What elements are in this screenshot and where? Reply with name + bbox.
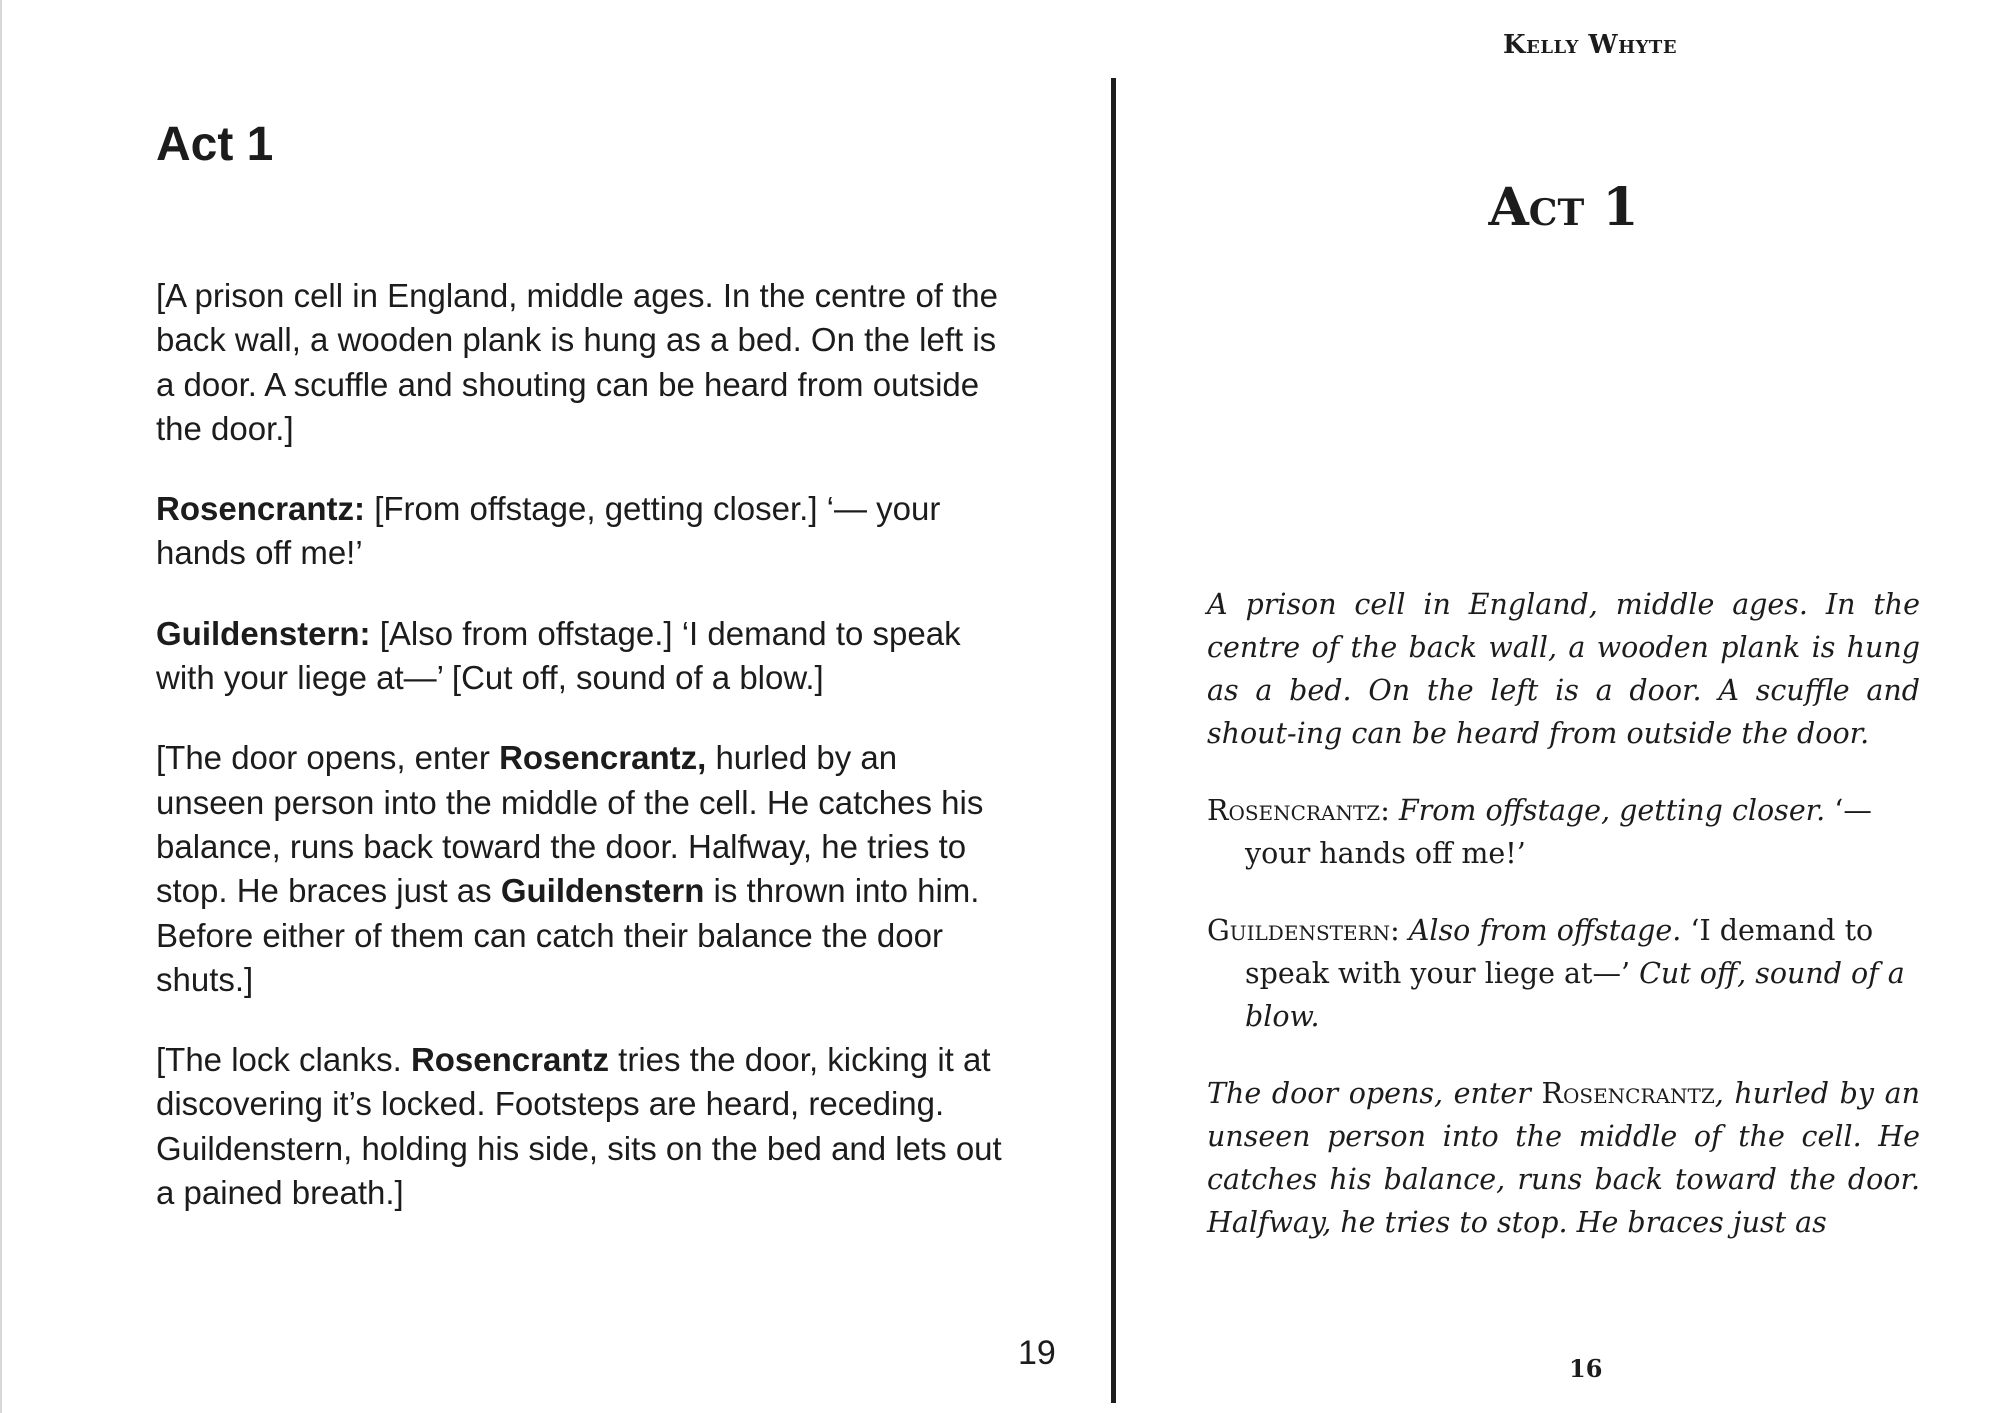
left-stage-3-part-b: tries the door, kicking it at discovering it’s locked. Footsteps are heard, receding. Guildenstern, holding his side, sits on the bed and lets out a pained breath.] — [156, 1041, 1002, 1212]
page-divider — [1111, 78, 1116, 1403]
right-stage-direction-2 — [1207, 1072, 1920, 1244]
right-dialogue-1-text: ‘— your hands off me!’ — [1245, 794, 1872, 870]
right-dialogue-2 — [1207, 909, 1920, 1038]
right-script-body — [1207, 583, 1920, 1278]
left-act-title: Act 1 — [156, 118, 274, 171]
right-stage-direction-1: A prison cell in England, middle ages. In the centre of the back wall, a wooden plank is hung as a bed. On the left is a door. A scuffle and shout-ing can be heard from outside the door. — [1207, 588, 1920, 750]
left-speaker-rosencrantz: Rosencrantz: — [156, 490, 366, 528]
left-speaker-guildenstern: Guildenstern: — [156, 614, 371, 652]
left-script-body — [156, 274, 1006, 1251]
left-stage-2-part-a: [The door opens, enter — [156, 739, 500, 777]
right-stage-2-part-a: The door opens, enter — [1207, 1077, 1542, 1110]
left-stage-2-name-1: Rosencrantz, — [499, 739, 707, 777]
right-stage-2-part-b: , hurled by an unseen person into the middle of the cell. He catches his balance, runs back toward the door. Halfway, he tries to stop. He braces just as — [1207, 1077, 1920, 1239]
right-speaker-guildenstern: Guildenstern: — [1207, 914, 1400, 947]
right-dialogue-1-direction: From offstage, getting closer. — [1389, 794, 1826, 827]
left-stage-3-part-a: [The lock clanks. — [156, 1041, 411, 1079]
left-stage-direction-2 — [156, 736, 1006, 1002]
right-dialogue-2-direction: Also from offstage. — [1399, 914, 1682, 947]
right-dialogue-2-direction-2: Cut off, sound of a blow. — [1245, 957, 1905, 1033]
left-stage-direction-1: [A prison cell in England, middle ages. In the centre of the back wall, a wooden plank is hung as a bed. On the left is a door. A scuffle and shouting can be heard from outside the door.] — [156, 277, 999, 447]
left-stage-2-name-2: Guildenstern — [500, 872, 705, 910]
right-stage-2-name: Rosencrantz — [1541, 1077, 1715, 1110]
right-dialogue-2-text: ‘I demand to speak with your liege at—’ — [1245, 914, 1874, 990]
right-dialogue-1 — [1207, 789, 1920, 875]
left-dialogue-1-text: [From offstage, getting closer.] ‘— your hands off me!’ — [156, 490, 941, 572]
running-head-author: Kelly Whyte — [1503, 30, 1678, 60]
right-act-title: Act 1 — [1488, 177, 1639, 238]
left-stage-3-name: Rosencrantz — [410, 1041, 609, 1079]
right-page-number: 16 — [1569, 1354, 1603, 1383]
left-stage-direction-3 — [156, 1038, 1006, 1215]
left-stage-2-part-b: hurled by an unseen person into the middle of the cell. He catches his balance, runs back toward the door. Halfway, he tries to stop. He braces just as — [156, 739, 984, 910]
left-page-number: 19 — [1018, 1334, 1056, 1372]
right-speaker-rosencrantz: Rosencrantz: — [1207, 794, 1390, 827]
page-edge — [0, 0, 2, 1413]
left-stage-2-part-c: is thrown into him. Before either of them can catch their balance the door shuts.] — [156, 872, 980, 998]
left-dialogue-1 — [156, 487, 1006, 576]
left-dialogue-2-text: [Also from offstage.] ‘I demand to speak with your liege at—’ [Cut off, sound of a blow.] — [156, 614, 961, 697]
left-dialogue-2 — [156, 612, 1006, 701]
